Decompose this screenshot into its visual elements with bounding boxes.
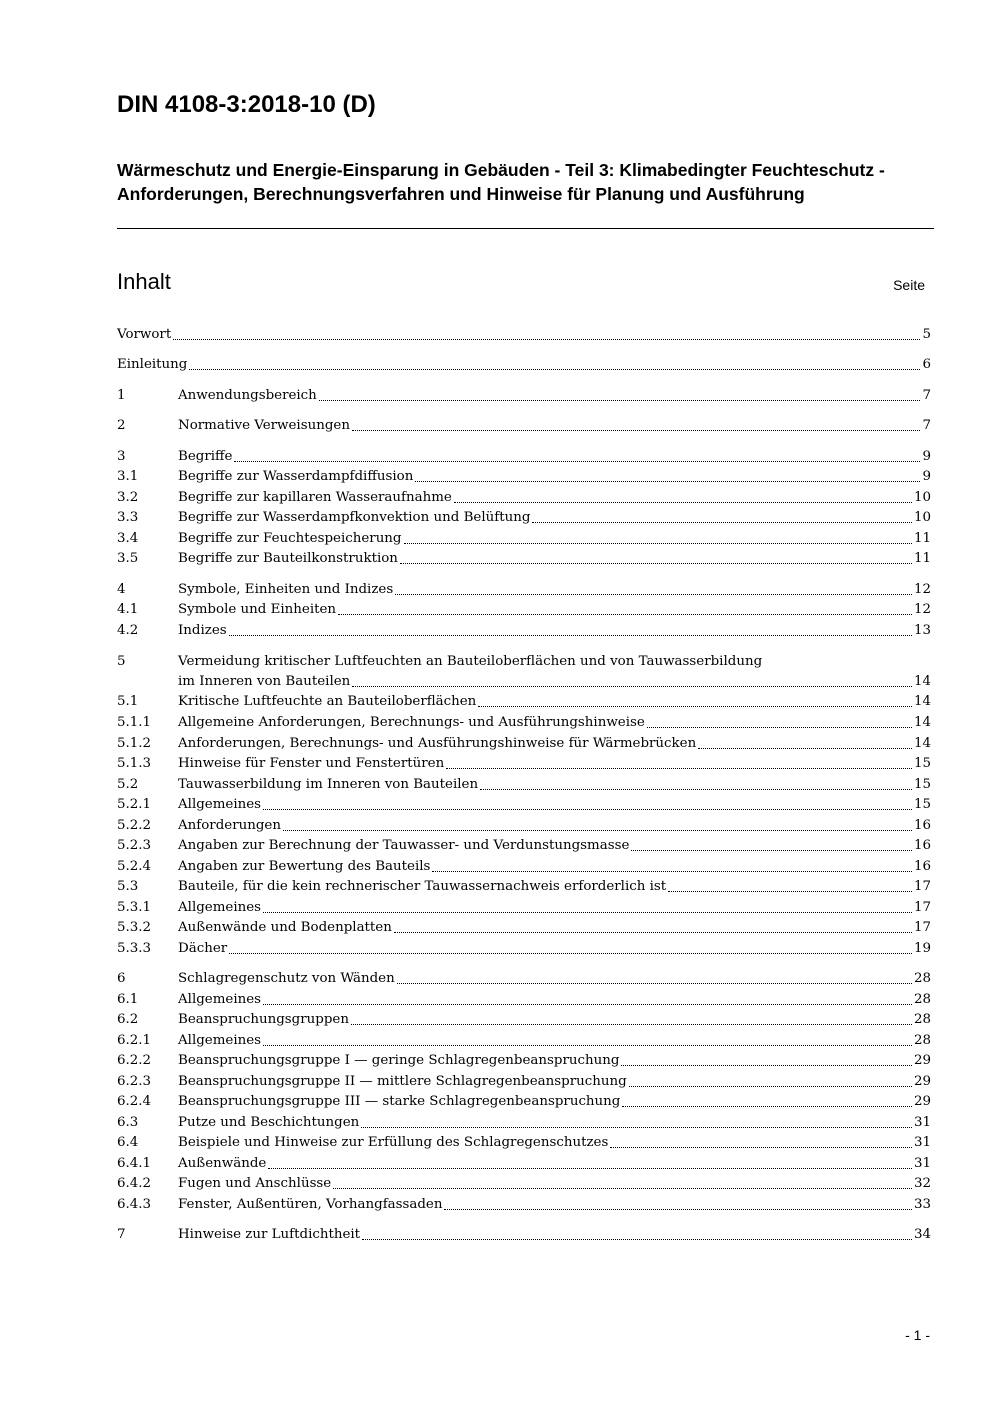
toc-entry-page[interactable]: 9: [922, 449, 931, 464]
toc-entry-number: 5.3: [117, 879, 139, 894]
toc-entry-title[interactable]: Begriffe zur Feuchtespeicherung: [178, 531, 402, 546]
toc-dot-leader: [362, 1238, 912, 1240]
toc-entry[interactable]: [117, 672, 931, 692]
toc-dot-leader: [395, 593, 912, 595]
toc-entry-page[interactable]: 17: [913, 879, 931, 894]
toc-entry[interactable]: [117, 508, 931, 528]
toc-entry-line: [178, 836, 931, 856]
toc-entry-page[interactable]: 6: [922, 357, 931, 372]
toc-entry-title[interactable]: im Inneren von Bauteilen: [178, 674, 351, 689]
toc-entry-page[interactable]: 28: [913, 1033, 931, 1048]
toc-entry[interactable]: [117, 416, 931, 436]
toc-dot-leader: [234, 460, 920, 462]
toc-dot-leader: [229, 634, 912, 636]
toc-entry[interactable]: [117, 1051, 931, 1071]
toc-entry-title[interactable]: Allgemeines: [178, 992, 262, 1007]
toc-entry-page[interactable]: 31: [913, 1135, 931, 1150]
toc-entry[interactable]: [117, 1225, 931, 1245]
toc-entry-line: [178, 447, 931, 467]
toc-entry-number: 6.4.1: [117, 1156, 152, 1171]
toc-dot-leader: [263, 808, 912, 810]
toc-entry-line: [178, 488, 931, 508]
toc-entry-page[interactable]: 29: [913, 1053, 931, 1068]
toc-entry[interactable]: [117, 621, 931, 641]
toc-entry[interactable]: [117, 1154, 931, 1174]
toc-entry-number: 5.2.4: [117, 859, 152, 874]
toc-entry-number: 6.1: [117, 992, 139, 1007]
toc-entry-page[interactable]: 29: [913, 1094, 931, 1109]
toc-entry-number: 6.4: [117, 1135, 139, 1150]
toc-entry[interactable]: [117, 990, 931, 1010]
toc-entry-line: [178, 416, 931, 436]
toc-dot-leader: [352, 429, 921, 431]
toc-entry-title[interactable]: Beanspruchungsgruppe III — starke Schlagregenbeanspruchung: [178, 1094, 621, 1109]
toc-entry-title[interactable]: Beanspruchungsgruppe I — geringe Schlagregenbeanspruchung: [178, 1053, 620, 1068]
toc-entry-number: 5.3.3: [117, 941, 152, 956]
toc-entry-number: 6.2.1: [117, 1033, 152, 1048]
toc-entry-line: [178, 713, 931, 733]
toc-entry[interactable]: [117, 467, 931, 487]
toc-entry-title[interactable]: Anforderungen: [178, 818, 281, 833]
toc-entry-line: [178, 508, 931, 528]
toc-entry-page[interactable]: 16: [913, 838, 931, 853]
toc-entry[interactable]: [117, 734, 931, 754]
toc-entry-title[interactable]: Beispiele und Hinweise zur Erfüllung des Schlagregenschutzes: [178, 1135, 609, 1150]
toc-entry-number: 3.1: [117, 469, 139, 484]
toc-dot-leader: [480, 788, 912, 790]
toc-entry-number: 1: [117, 388, 126, 403]
toc-entry-page[interactable]: 16: [913, 818, 931, 833]
toc-entry-number: 6.2.4: [117, 1094, 152, 1109]
toc-entry-line: [178, 692, 931, 712]
toc-entry-title[interactable]: Putze und Beschichtungen: [178, 1115, 360, 1130]
toc-entry-title[interactable]: Begriffe zur Bauteilkonstruktion: [178, 551, 398, 566]
toc-entry-title[interactable]: Dächer: [178, 941, 228, 956]
toc-entry[interactable]: [117, 836, 931, 856]
toc-entry[interactable]: [117, 754, 931, 774]
toc-entry-title[interactable]: Anforderungen, Berechnungs- und Ausführungshinweise für Wärmebrücken: [178, 736, 697, 751]
toc-entry-page[interactable]: 19: [913, 941, 931, 956]
toc-entry[interactable]: [117, 447, 931, 467]
toc-entry-page[interactable]: 14: [913, 674, 931, 689]
toc-entry-title[interactable]: Angaben zur Berechnung der Tauwasser- und Verdunstungsmasse: [178, 838, 630, 853]
toc-dot-leader: [622, 1105, 912, 1107]
toc-dot-leader: [454, 501, 912, 503]
toc-dot-leader: [647, 726, 912, 728]
toc-entry[interactable]: [117, 775, 931, 795]
toc-entry-line: [178, 600, 931, 620]
toc-entry[interactable]: [117, 918, 931, 938]
toc-entry[interactable]: [117, 549, 931, 569]
toc-entry-line: [117, 355, 931, 375]
toc-entry-title[interactable]: Anwendungsbereich: [178, 388, 317, 403]
toc-entry-page[interactable]: 7: [922, 418, 931, 433]
toc-entry-title[interactable]: Außenwände und Bodenplatten: [178, 920, 392, 935]
footer-page-number: - 1 -: [905, 1327, 930, 1343]
toc-entry-title[interactable]: Beanspruchungsgruppen: [178, 1012, 349, 1027]
toc-entry-title[interactable]: Allgemeine Anforderungen, Berechnungs- und Ausführungshinweise: [178, 715, 645, 730]
toc-entry[interactable]: [117, 1010, 931, 1030]
toc-entry-title[interactable]: Schlagregenschutz von Wänden: [178, 971, 395, 986]
toc-entry-number: 7: [117, 1227, 126, 1242]
toc-entry-title[interactable]: Hinweise zur Luftdichtheit: [178, 1227, 361, 1242]
toc-dot-leader: [352, 685, 912, 687]
toc-entry-number: 6.2.3: [117, 1074, 152, 1089]
toc-entry-number: 3.2: [117, 490, 139, 505]
toc-entry-line: [178, 1154, 931, 1174]
toc-dot-leader: [283, 829, 912, 831]
toc-entry-number: 5.2.1: [117, 797, 152, 812]
toc-entry-title-line[interactable]: Vermeidung kritischer Luftfeuchten an Bauteiloberflächen und von Tauwasserbildung: [178, 653, 763, 669]
toc-entry-page[interactable]: 12: [913, 582, 931, 597]
toc-entry-line: [178, 580, 931, 600]
toc-entry-number: 4: [117, 582, 126, 597]
toc-entry-page[interactable]: 13: [913, 623, 931, 638]
toc-entry-number: 5.2: [117, 777, 139, 792]
toc-entry-number: 4.2: [117, 623, 139, 638]
toc-entry-line: [178, 1113, 931, 1133]
toc-dot-leader: [478, 705, 912, 707]
toc-entry-number: 5.3.2: [117, 920, 152, 935]
toc-entry-line: [178, 1051, 931, 1071]
toc-entry[interactable]: [117, 939, 931, 959]
toc-entry-title[interactable]: Hinweise für Fenster und Fenstertüren: [178, 756, 445, 771]
toc-entry-title[interactable]: Allgemeines: [178, 1033, 262, 1048]
toc-dot-leader: [361, 1126, 912, 1128]
toc-entry-line: [178, 621, 931, 641]
toc-entry[interactable]: [117, 857, 931, 877]
toc-entry[interactable]: [117, 355, 931, 375]
toc-entry[interactable]: [117, 1092, 931, 1112]
document-subtitle: Wärmeschutz und Energie-Einsparung in Gebäuden - Teil 3: Klimabedingter Feuchteschutz - Anforderungen, Berechnungsverfahren und Hinweise für Planung und Ausführung: [117, 160, 885, 204]
toc-entry-number: 6.4.2: [117, 1176, 152, 1191]
toc-entry[interactable]: [117, 692, 931, 712]
toc-entry-line: [178, 990, 931, 1010]
toc-dot-leader: [394, 931, 912, 933]
toc-entry-number: 4.1: [117, 602, 139, 617]
toc-dot-leader: [268, 1167, 912, 1169]
toc-entry-number: 5.1.3: [117, 756, 152, 771]
toc-entry-line: [178, 939, 931, 959]
toc-entry-title[interactable]: Angaben zur Bewertung des Bauteils: [178, 859, 431, 874]
toc-dot-leader: [397, 982, 912, 984]
toc-dot-leader: [338, 613, 912, 615]
toc-entry-line: [178, 1195, 931, 1215]
toc-entry[interactable]: [117, 1195, 931, 1215]
toc-dot-leader: [263, 911, 912, 913]
toc-dot-leader: [263, 1003, 912, 1005]
toc-entry-page[interactable]: 14: [913, 736, 931, 751]
toc-dot-leader: [668, 890, 912, 892]
toc-entry-title[interactable]: Beanspruchungsgruppe II — mittlere Schlagregenbeanspruchung: [178, 1074, 627, 1089]
toc-entry[interactable]: [117, 795, 931, 815]
toc-entry[interactable]: [117, 580, 931, 600]
toc-entry[interactable]: [117, 1031, 931, 1051]
toc-entry-page[interactable]: 29: [913, 1074, 931, 1089]
toc-entry-number: 6.2: [117, 1012, 139, 1027]
toc-entry-number: 5.1.2: [117, 736, 152, 751]
toc-entry-page[interactable]: 11: [913, 531, 931, 546]
toc-entry-page[interactable]: 12: [913, 602, 931, 617]
toc-entry-page[interactable]: 32: [913, 1176, 931, 1191]
toc-entry-line: [178, 1174, 931, 1194]
toc-entry[interactable]: [117, 1113, 931, 1133]
toc-entry-number: 5.1: [117, 694, 139, 709]
toc-entry-line: [178, 1133, 931, 1153]
toc-entry-line: [178, 877, 931, 897]
toc-entry-line: [178, 467, 931, 487]
toc-entry-title[interactable]: Begriffe zur Wasserdampfkonvektion und Belüftung: [178, 510, 531, 525]
toc-entry-line: [178, 549, 931, 569]
toc-entry-line: [178, 1031, 931, 1051]
toc-entry-title[interactable]: Allgemeines: [178, 797, 262, 812]
toc-dot-leader: [173, 338, 920, 340]
toc-entry-page[interactable]: 17: [913, 900, 931, 915]
toc-entry-page[interactable]: 5: [922, 327, 931, 342]
toc-entry[interactable]: [117, 877, 931, 897]
toc-dot-leader: [432, 870, 912, 872]
toc-entry-page[interactable]: 28: [913, 1012, 931, 1027]
toc-entry-page[interactable]: 34: [913, 1227, 931, 1242]
toc-dot-leader: [698, 747, 912, 749]
toc-entry-line: [178, 1072, 931, 1092]
toc-entry-title[interactable]: Begriffe zur kapillaren Wasseraufnahme: [178, 490, 452, 505]
toc-entry-page[interactable]: 31: [913, 1156, 931, 1171]
toc-entry-title[interactable]: Bauteile, für die kein rechnerischer Tauwassernachweis erforderlich ist: [178, 879, 667, 894]
toc-entry-title[interactable]: Symbole, Einheiten und Indizes: [178, 582, 394, 597]
toc-dot-leader: [263, 1044, 912, 1046]
toc-entry-page[interactable]: 7: [922, 388, 931, 403]
toc-entry[interactable]: [117, 600, 931, 620]
toc-entry[interactable]: [117, 1174, 931, 1194]
toc-entry-title[interactable]: Fugen und Anschlüsse: [178, 1176, 332, 1191]
toc-entry-line: [178, 734, 931, 754]
toc-entry-page[interactable]: 9: [922, 469, 931, 484]
toc-dot-leader: [229, 952, 912, 954]
toc-entry-page[interactable]: 28: [913, 992, 931, 1007]
toc-entry-title[interactable]: Vorwort: [117, 327, 172, 342]
toc-entry-line: [178, 775, 931, 795]
toc-entry-number: 6.3: [117, 1115, 139, 1130]
toc-entry-title[interactable]: Begriffe: [178, 449, 233, 464]
toc-entry-number: 5.2.3: [117, 838, 152, 853]
toc-page-column-label: Seite: [893, 277, 925, 293]
toc-entry-page[interactable]: 11: [913, 551, 931, 566]
toc-entry-line: [178, 857, 931, 877]
toc-entry-line: [178, 816, 931, 836]
toc-entry-title[interactable]: Fenster, Außentüren, Vorhangfassaden: [178, 1197, 443, 1212]
toc-entry-line: [178, 529, 931, 549]
toc-entry-number: 5.3.1: [117, 900, 152, 915]
toc-entry-page[interactable]: 28: [913, 971, 931, 986]
toc-entry-page[interactable]: 15: [913, 756, 931, 771]
toc-entry-page[interactable]: 10: [913, 510, 931, 525]
toc-entry-page[interactable]: 16: [913, 859, 931, 874]
toc-entry-page[interactable]: 14: [913, 715, 931, 730]
toc-dot-leader: [610, 1146, 912, 1148]
toc-entry-line: [178, 1010, 931, 1030]
toc-dot-leader: [631, 849, 912, 851]
toc-entry-title[interactable]: Begriffe zur Wasserdampfdiffusion: [178, 469, 414, 484]
toc-dot-leader: [319, 399, 921, 401]
toc-entry-page[interactable]: 15: [913, 797, 931, 812]
toc-entry-line: [178, 672, 931, 692]
toc-entry-title[interactable]: Normative Verweisungen: [178, 418, 350, 433]
document-title: DIN 4108-3:2018-10 (D): [117, 91, 376, 118]
toc-entry-title[interactable]: Symbole und Einheiten: [178, 602, 337, 617]
toc-entry-number: 3.3: [117, 510, 139, 525]
toc-entry[interactable]: [117, 816, 931, 836]
toc-entry-number: 6.4.3: [117, 1197, 152, 1212]
toc-entry-wrapped-line: [117, 652, 931, 672]
toc-entry-page[interactable]: 33: [913, 1197, 931, 1212]
toc-entry[interactable]: [117, 1072, 931, 1092]
toc-entry-number: 3.5: [117, 551, 139, 566]
toc-entry-title[interactable]: Indizes: [178, 623, 227, 638]
toc-entry-line: [178, 1225, 931, 1245]
toc-entry-line: [178, 754, 931, 774]
toc-heading: Inhalt: [117, 269, 171, 294]
toc-entry[interactable]: [117, 488, 931, 508]
toc-entry-number: 5.1.1: [117, 715, 152, 730]
toc-entry[interactable]: [117, 713, 931, 733]
toc-entry-page[interactable]: 15: [913, 777, 931, 792]
toc-entry-line: [178, 386, 931, 406]
toc-entry-number: 6.2.2: [117, 1053, 152, 1068]
toc-entry-number: 6: [117, 971, 126, 986]
toc-entry-line: [178, 1092, 931, 1112]
toc-entry-page[interactable]: 17: [913, 920, 931, 935]
toc-entry-number: 5: [117, 653, 126, 669]
toc-entry-title[interactable]: Allgemeines: [178, 900, 262, 915]
toc-entry-page[interactable]: 10: [913, 490, 931, 505]
toc-dot-leader: [629, 1085, 912, 1087]
toc-dot-leader: [351, 1023, 912, 1025]
toc-entry[interactable]: [117, 386, 931, 406]
toc-entry-number: 3: [117, 449, 126, 464]
toc-entry-number: 2: [117, 418, 126, 433]
toc-entry-page[interactable]: 31: [913, 1115, 931, 1130]
toc-entry-title[interactable]: Einleitung: [117, 357, 188, 372]
toc-dot-leader: [415, 480, 920, 482]
toc-entry-line: [178, 795, 931, 815]
toc-entry-line: [178, 969, 931, 989]
toc-dot-leader: [446, 767, 912, 769]
toc-entry-line: [117, 325, 931, 345]
toc-entry[interactable]: [117, 898, 931, 918]
toc-entry-line: [178, 898, 931, 918]
toc-entry-number: 3.4: [117, 531, 139, 546]
toc-dot-leader: [400, 562, 912, 564]
toc-entry[interactable]: [117, 325, 931, 345]
toc-dot-leader: [444, 1208, 911, 1210]
toc-entry[interactable]: [117, 1133, 931, 1153]
toc-dot-leader: [404, 542, 912, 544]
toc-dot-leader: [189, 368, 920, 370]
toc-entry-number: 5.2.2: [117, 818, 152, 833]
toc-entry-title[interactable]: Außenwände: [178, 1156, 267, 1171]
toc-entry[interactable]: [117, 969, 931, 989]
toc-entry-line: [178, 918, 931, 938]
toc-entry-page[interactable]: 14: [913, 694, 931, 709]
toc-dot-leader: [621, 1064, 912, 1066]
toc-entry-title[interactable]: Tauwasserbildung im Inneren von Bauteilen: [178, 777, 479, 792]
toc-dot-leader: [333, 1187, 912, 1189]
toc-entry-title[interactable]: Kritische Luftfeuchte an Bauteiloberflächen: [178, 694, 477, 709]
toc-dot-leader: [532, 521, 912, 523]
toc-entry[interactable]: [117, 529, 931, 549]
